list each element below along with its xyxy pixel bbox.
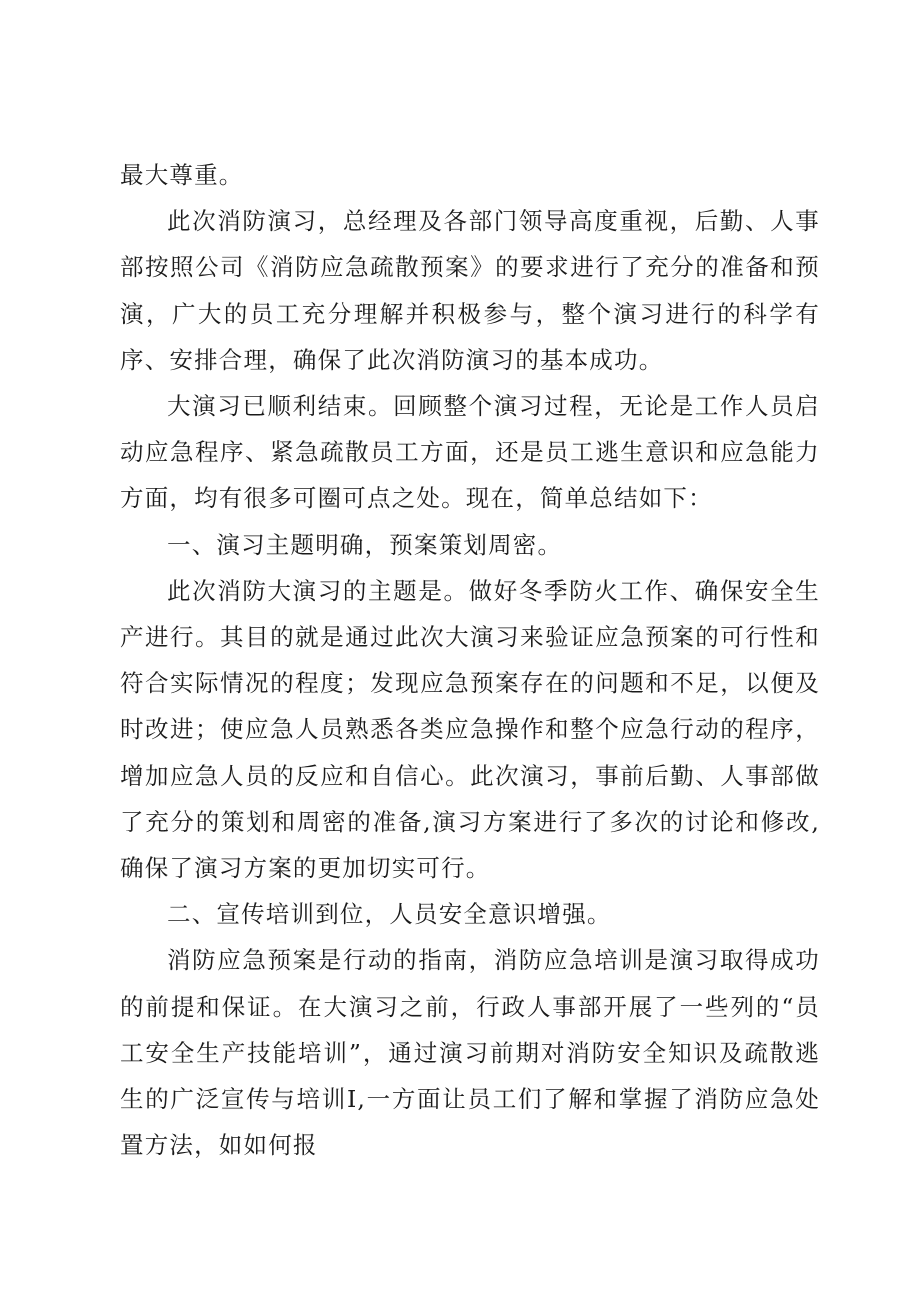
paragraph-1: 最大尊重。 [120, 161, 244, 189]
paragraph-5: 消防应急预案是行动的指南，消防应急培训是演习取得成功的前提和保证。在大演习之前，行政人事部开展了一些列的“员工安全生产技能培训”，通过演习前期对消防安全知识及疏散逃生的广泛宣传与培训I,一方面让员工们了解和掌握了消防应急处置方法，如如何报 [120, 946, 820, 1160]
section-heading-2: 二、宣传培训到位，人员安全意识增强。 [167, 900, 612, 929]
paragraph-4: 此次消防大演习的主题是。做好冬季防火工作、确保安全生产进行。其目的就是通过此次大演习来验证应急预案的可行性和符合实际情况的程度；发现应急预案存在的问题和不足，以便及时改进；使应急人员熟悉各类应急操作和整个应急行动的程序，增加应急人员的反应和自信心。此次演习，事前后勤、人事部做了充分的策划和周密的准备,演习方案进行了多次的讨论和修改,确保了演习方案的更加切实可行。 [120, 576, 820, 883]
section-heading-1: 一、演习主题明确，预案策划周密。 [167, 530, 563, 559]
paragraph-3: 大演习已顺利结束。回顾整个演习过程，无论是工作人员启动应急程序、紧急疏散员工方面，还是员工逃生意识和应急能力方面，均有很多可圈可点之处。现在，简单总结如下： [120, 392, 820, 513]
paragraph-2: 此次消防演习，总经理及各部门领导高度重视，后勤、人事部按照公司《消防应急疏散预案》的要求进行了充分的准备和预演，广大的员工充分理解并积极参与，整个演习进行的科学有序、安排合理，确保了此次消防演习的基本成功。 [120, 207, 820, 374]
